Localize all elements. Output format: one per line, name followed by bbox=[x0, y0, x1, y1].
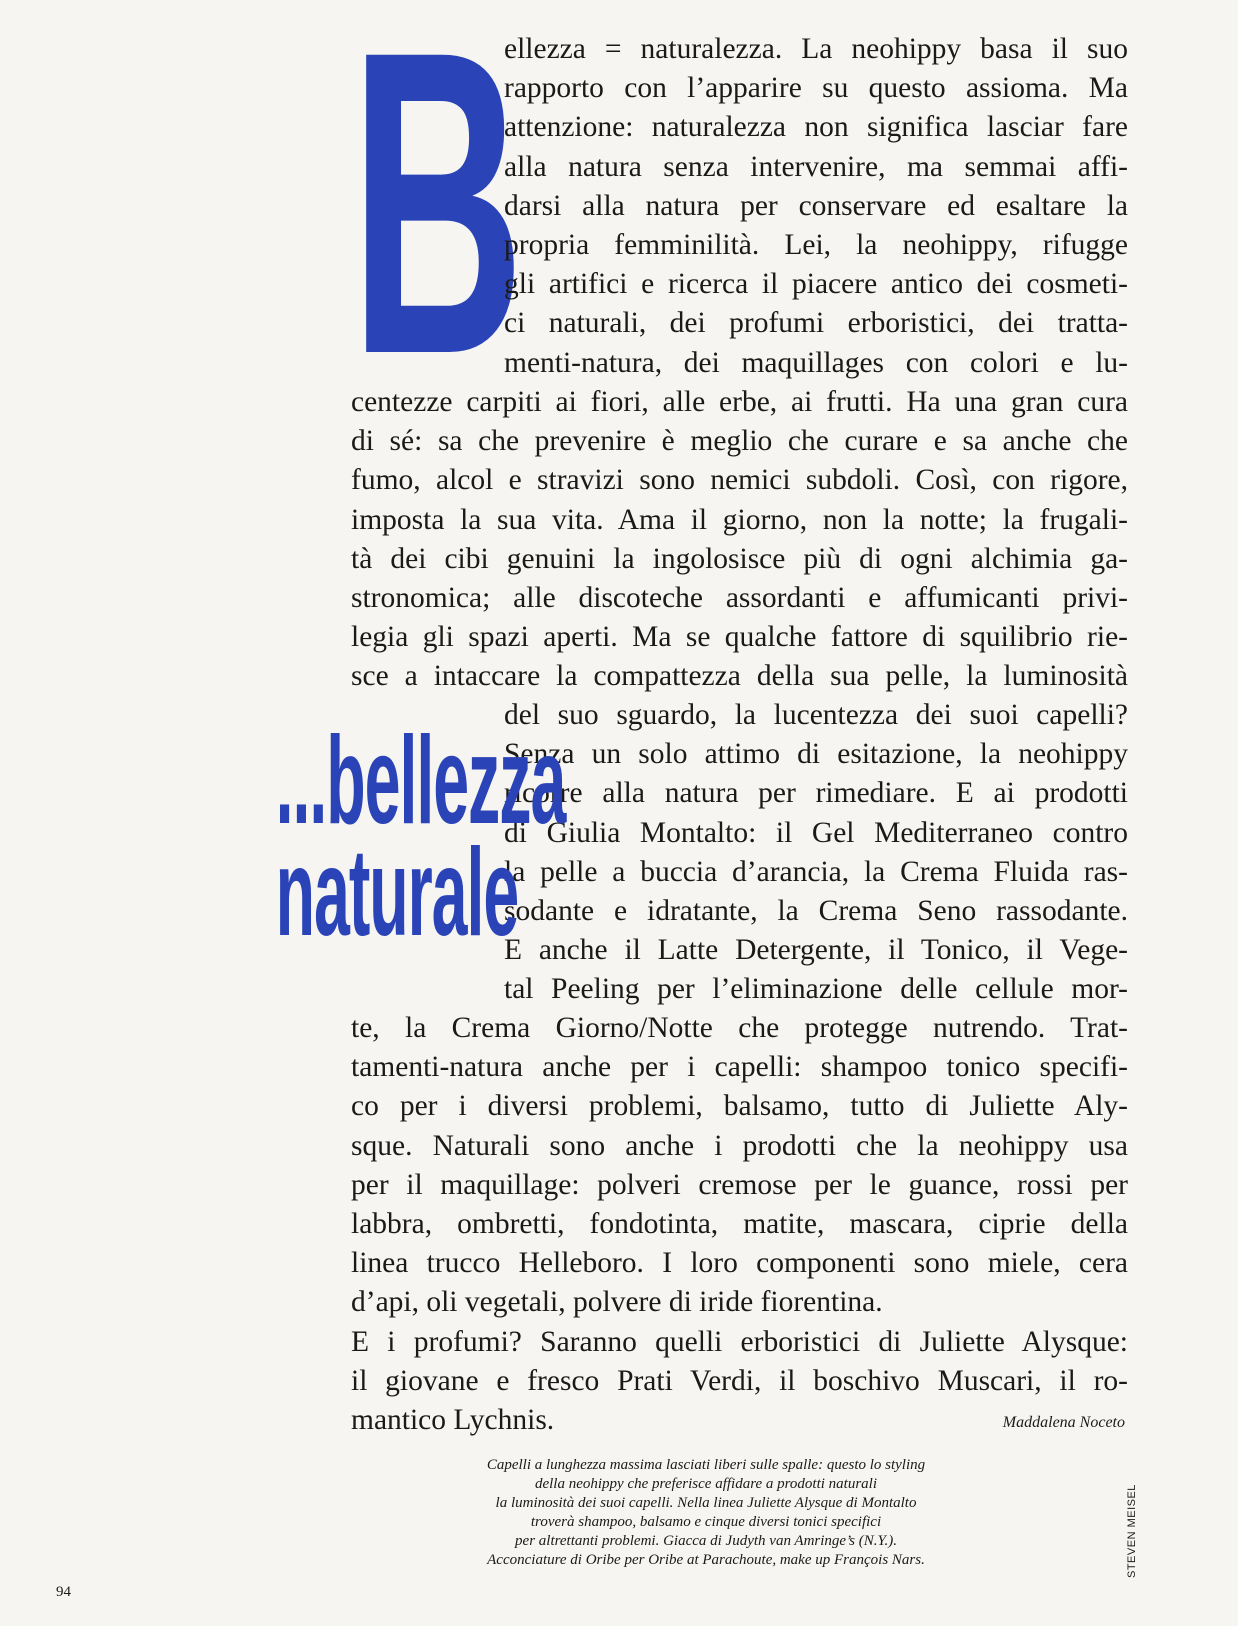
text-line: sce a intaccare la compattezza della sua pelle, la luminosità bbox=[351, 660, 1128, 693]
pull-quote-line-1: ...bellezza bbox=[275, 712, 566, 850]
text-line: E anche il Latte Detergente, il Tonico, il Vege- bbox=[504, 934, 1128, 967]
text-line: propria femminilità. Lei, la neohippy, rifugge bbox=[504, 228, 1128, 261]
text-line: per il maquillage: polveri cremose per le guance, rossi per bbox=[351, 1168, 1128, 1201]
pull-quote-line-2: naturale bbox=[275, 824, 519, 962]
text-line: ellezza = naturalezza. La neohippy basa il suo bbox=[504, 33, 1128, 65]
text-line: la pelle a buccia d’arancia, la Crema Fluida ras- bbox=[504, 855, 1128, 888]
author-signature: Maddalena Noceto bbox=[1002, 1414, 1125, 1431]
caption-line: della neohippy che preferisce affidare a prodotti naturali bbox=[534, 1476, 878, 1492]
article-text-block-2 bbox=[351, 383, 1128, 697]
text-line: stronomica; alle discoteche assordanti e affumicanti privi- bbox=[351, 581, 1128, 614]
text-line: menti-natura, dei maquillages con colori e lu- bbox=[504, 346, 1128, 379]
pull-quote bbox=[100, 712, 566, 962]
article-text-block-4 bbox=[351, 1009, 1128, 1440]
text-line: gli artifici e ricerca il piacere antico dei cosmeti- bbox=[504, 268, 1128, 301]
text-line: centezze carpiti ai fiori, alle erbe, ai frutti. Ha una gran cura bbox=[351, 386, 1128, 418]
text-line: di sé: sa che prevenire è meglio che curare e sa anche che bbox=[351, 425, 1128, 458]
text-line: fumo, alcol e stravizi sono nemici subdoli. Così, con rigore, bbox=[351, 464, 1128, 497]
text-line: tamenti-natura anche per i capelli: shampoo tonico specifi- bbox=[351, 1051, 1128, 1084]
text-line: linea trucco Helleboro. I loro componenti sono miele, cera bbox=[351, 1247, 1128, 1280]
article-text-block-1 bbox=[504, 30, 1128, 383]
text-line: legia gli spazi aperti. Ma se qualche fattore di squilibrio rie- bbox=[351, 621, 1128, 654]
text-line: Senza un solo attimo di esitazione, la neohippy bbox=[504, 738, 1128, 771]
text-line: sque. Naturali sono anche i prodotti che la neohippy usa bbox=[351, 1129, 1128, 1162]
page-number: 94 bbox=[56, 1584, 71, 1600]
text-line: rapporto con l’apparire su questo assioma. Ma bbox=[504, 72, 1128, 105]
text-line: E i profumi? Saranno quelli erboristici di Juliette Alysque: bbox=[351, 1325, 1128, 1358]
text-line: ci naturali, dei profumi erboristici, dei tratta- bbox=[504, 307, 1128, 340]
text-line: il giovane e fresco Prati Verdi, il boschivo Muscari, il ro- bbox=[351, 1364, 1128, 1397]
caption-line: troverà shampoo, balsamo e cinque diversi tonici specifici bbox=[530, 1514, 882, 1530]
text-line: ricorre alla natura per rimediare. E ai prodotti bbox=[504, 777, 1128, 810]
text-line: di Giulia Montalto: il Gel Mediterraneo contro bbox=[504, 816, 1128, 849]
text-line: tal Peeling per l’eliminazione delle cellule mor- bbox=[504, 973, 1128, 1006]
text-line: sodante e idratante, la Crema Seno rassodante. bbox=[504, 894, 1128, 927]
caption-line: per altrettanti problemi. Giacca di Judyth van Amringe’s (N.Y.). bbox=[515, 1533, 897, 1549]
caption-line: la luminosità dei suoi capelli. Nella linea Juliette Alysque di Montalto bbox=[495, 1495, 917, 1511]
text-line: co per i diversi problemi, balsamo, tutto di Juliette Aly- bbox=[351, 1090, 1128, 1123]
text-line: attenzione: naturalezza non significa lasciar fare bbox=[504, 111, 1128, 144]
text-line: d’api, oli vegetali, polvere di iride fiorentina. bbox=[351, 1286, 883, 1319]
photo-credit: STEVEN MEISEL bbox=[1126, 1484, 1138, 1578]
text-line: mantico Lychnis. bbox=[351, 1403, 555, 1436]
photo-caption bbox=[430, 1456, 982, 1570]
text-line: alla natura senza intervenire, ma semmai affi- bbox=[504, 150, 1128, 183]
article-text-block-3 bbox=[504, 696, 1128, 1010]
text-line: imposta la sua vita. Ama il giorno, non la notte; la frugali- bbox=[351, 503, 1128, 536]
text-line: tà dei cibi genuini la ingolosisce più di ogni alchimia ga- bbox=[351, 542, 1128, 575]
caption-line: Capelli a lunghezza massima lasciati liberi sulle spalle: questo lo styling bbox=[486, 1457, 926, 1473]
caption-line: Acconciature di Oribe per Oribe at Parachoute, make up François Nars. bbox=[487, 1552, 925, 1568]
text-line: darsi alla natura per conservare ed esaltare la bbox=[504, 189, 1128, 222]
drop-cap: B bbox=[350, 0, 525, 444]
text-line: labbra, ombretti, fondotinta, matite, mascara, ciprie della bbox=[351, 1207, 1128, 1240]
text-line: te, la Crema Giorno/Notte che protegge nutrendo. Trat- bbox=[351, 1012, 1128, 1044]
text-line: del suo sguardo, la lucentezza dei suoi capelli? bbox=[504, 699, 1128, 731]
